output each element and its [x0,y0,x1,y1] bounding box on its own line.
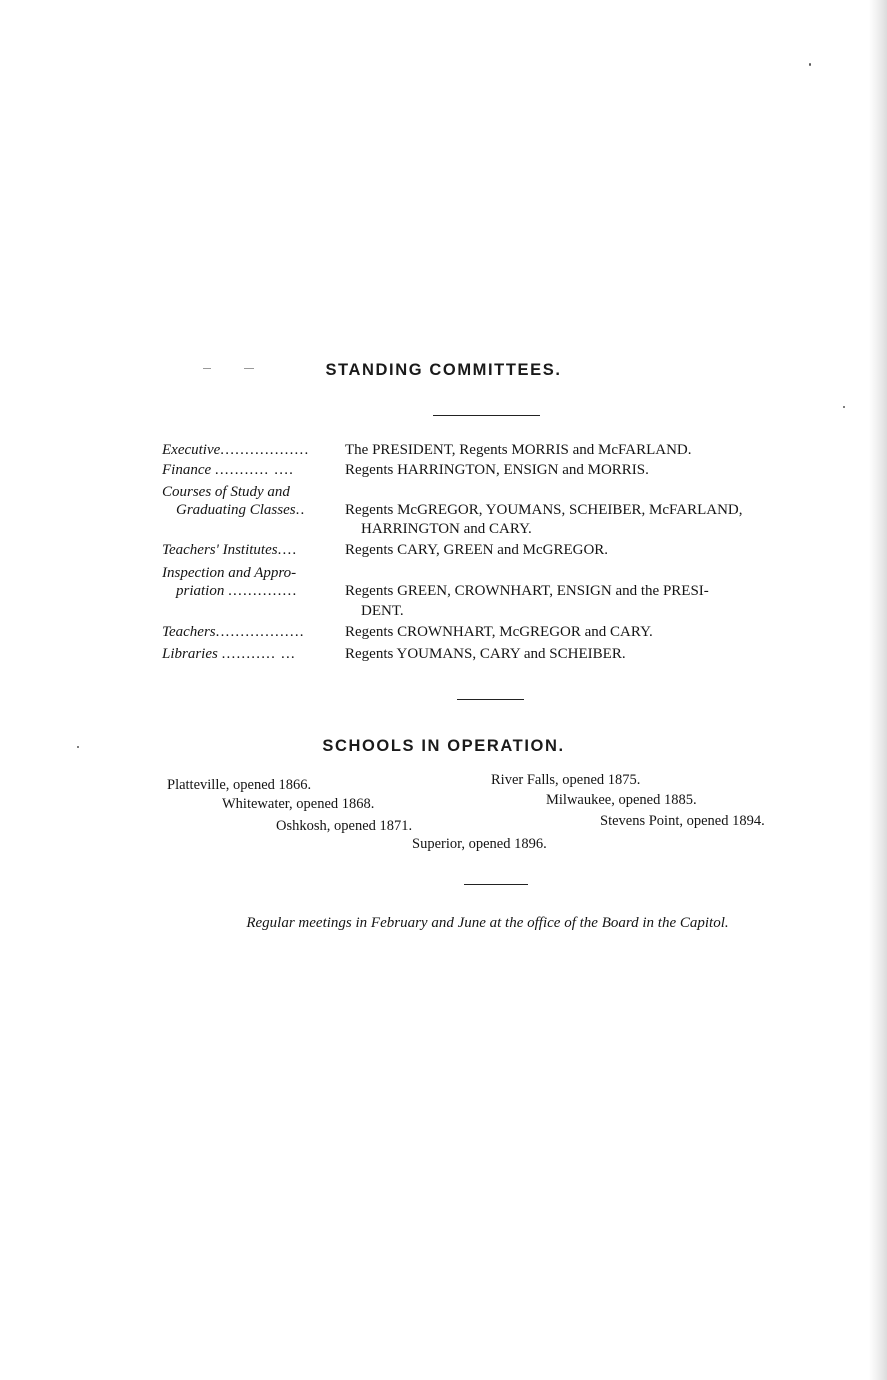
school-item: Whitewater, opened 1868. [222,796,375,812]
committee-row-teachers-institutes [0,540,887,560]
committee-members: Regents CROWNHART, McGREGOR and CARY. [345,624,653,640]
committee-row-libraries [0,644,887,664]
committee-label-continued: Graduating Classes.. [176,502,306,518]
school-item: Stevens Point, opened 1894. [600,813,765,829]
committee-row-courses-of-study-members-cont [0,519,887,539]
committee-label: Inspection and Appro- [162,565,297,581]
committee-row-courses-of-study [0,482,887,502]
committee-label: Courses of Study and [162,484,290,500]
school-item: Oshkosh, opened 1871. [276,818,413,834]
committee-label: Executive.................. [162,442,310,458]
committee-members-continued: DENT. [361,603,404,619]
committee-row-courses-of-study-cont [0,500,887,520]
committee-row-inspection-cont [0,581,887,601]
section-rule [464,884,528,885]
committee-members: Regents GREEN, CROWNHART, ENSIGN and the PRESI- [345,583,709,599]
standing-committees-heading: STANDING COMMITTEES. [325,361,562,379]
committee-row-executive [0,440,887,460]
school-item: Platteville, opened 1866. [167,777,312,793]
scan-speck [843,406,845,408]
section-rule [457,699,524,700]
committee-members-continued: HARRINGTON and CARY. [361,521,532,537]
school-item: River Falls, opened 1875. [491,772,641,788]
committee-label-continued: priation .............. [176,583,298,599]
committee-row-inspection-members-cont [0,601,887,621]
committee-label: Teachers.................. [162,624,305,640]
committee-row-teachers [0,622,887,642]
school-item: Superior, opened 1896. [412,836,547,852]
scan-speck [809,63,811,66]
committee-row-inspection [0,563,887,583]
committee-label: Finance ........... .... [162,462,295,478]
committee-members: Regents McGREGOR, YOUMANS, SCHEIBER, McFARLAND, [345,502,743,518]
committee-members: The PRESIDENT, Regents MORRIS and McFARLAND. [345,442,692,458]
committee-members: Regents HARRINGTON, ENSIGN and MORRIS. [345,462,649,478]
committee-members: Regents YOUMANS, CARY and SCHEIBER. [345,646,626,662]
section-rule [433,415,540,416]
committee-label: Teachers' Institutes.... [162,542,298,558]
schools-in-operation-heading: SCHOOLS IN OPERATION. [322,737,565,755]
school-item: Milwaukee, opened 1885. [546,792,697,808]
committee-label: Libraries ........... ... [162,646,296,662]
committee-members: Regents CARY, GREEN and McGREGOR. [345,542,609,558]
meetings-note: Regular meetings in February and June at the office of the Board in the Capitol. [246,915,729,931]
committee-row-finance [0,460,887,480]
page-edge-shadow [869,0,887,1380]
